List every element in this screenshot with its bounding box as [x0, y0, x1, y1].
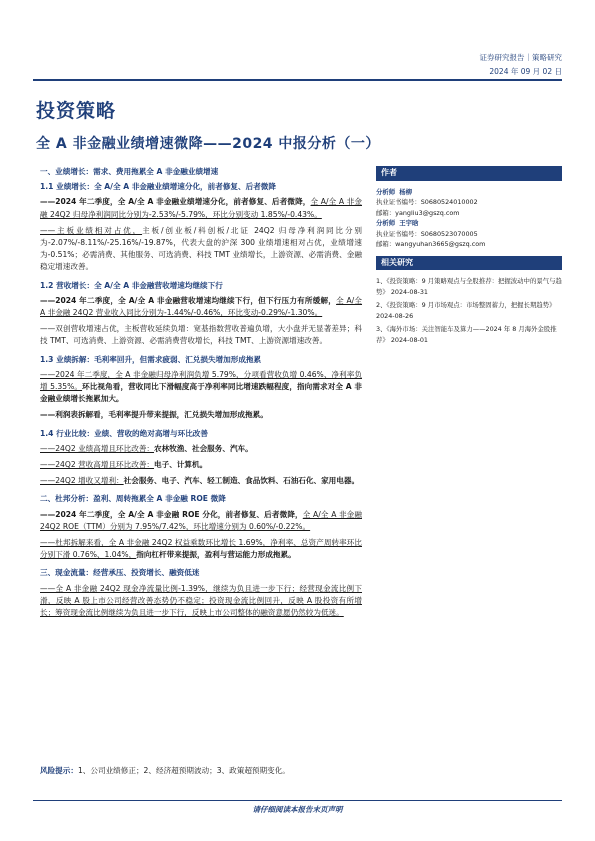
paragraph: ——杜邦拆解来看，全 A 非金融 24Q2 权益乘数环比增长 1.69%，净利率、总资产周转率环比分别下滑 0.76%、1.04%，指向杠杆带来提振，盈利与营运能力形成拖累。 — [40, 538, 362, 560]
risk-label: 风险提示： — [40, 766, 78, 775]
paragraph: ——双创营收增速占优，主板营收延续负增：宽基指数营收普遍负增，大小盘并无显著差异；科技 TMT、可选消费、上游资源、必需消费营收增长，科技 TMT、上游资源增速改善。 — [40, 324, 362, 346]
paragraph: ——2024 年二季度，全 A 非金融归母净利润负增 5.79%，分项看营收负增 0.46%、净利率负增 5.35%。环比视角看，营收同比下滑幅度高于净利率同比增速跌幅程度，指向需求对全 A 非金融业绩增长拖累加大。 — [40, 369, 362, 404]
paragraph: ——24Q2 增收又增利：社会服务、电子、汽车、轻工制造、食品饮料、石油石化、家用电器。 — [40, 476, 360, 486]
section-heading-3: 三、现金流量：经营承压、投资增长、融资低迷 — [40, 568, 200, 578]
risk-text: 1、公司业绩修正；2、经济超预期波动；3、政策超预期变化。 — [77, 766, 290, 775]
subsection-heading-1-4: 1.4 行业比较：业绩、营收的绝对高增与环比改善 — [40, 428, 208, 438]
report-header — [480, 51, 563, 79]
related-item-2[interactable]: 2、《投资策略：9 月市场观点：市场整固蓄力，把握长期趋势》 2024-08-26 — [376, 301, 556, 320]
footer-disclaimer: 请仔细阅读本报告末页声明 — [252, 805, 343, 814]
subsection-heading-1-1: 1.1 业绩增长：全 A/全 A 非金融业绩增速分化，前者修复、后者微降 — [40, 182, 276, 192]
author-1-email[interactable]: 邮箱：yangliu3@gszq.com — [376, 208, 460, 217]
paragraph: ——2024 年二季度，全 A/全 A 非金融营收增速均继续下行，但下行压力有所缓解，全 A/全 A 非金融 24Q2 营业收入同比分别为-1.44%/-0.46%，环比变动-0.29%/-1.30%。 — [40, 295, 363, 318]
paragraph: ——2024 年二季度，全 A/全 A 非金融业绩增速分化，前者修复、后者微降，全 A/全 A 非金融 24Q2 归母净利润同比分别为-2.53%/-5.79%，环比分别变动 1.85%/-0.43%。 — [40, 197, 362, 219]
sidebar — [376, 166, 562, 345]
authors-heading: 作者 — [376, 166, 562, 181]
paragraph: ——利润表拆解看，毛利率提升带来提振，汇兑损失增加形成拖累。 — [40, 410, 268, 420]
author-2: 分析师 王宇晗 — [376, 219, 419, 227]
subsection-heading-1-3: 1.3 业绩拆解：毛利率回升，但需求疲弱、汇兑损失增加形成拖累 — [40, 354, 262, 364]
report-series: 证券研究报告｜策略研究 — [479, 53, 562, 62]
author-1-cert: 执业证书编号：S0680524010002 — [376, 198, 478, 206]
risk-warning — [40, 765, 362, 776]
author-1: 分析师 杨柳 — [376, 187, 413, 196]
page-title: 全 A 非金融业绩增速微降——2024 中报分析（一） — [36, 136, 380, 152]
paragraph: ——2024 年二季度，全 A/全 A 非金融 ROE 分化，前者修复、后者微降，全 A/全 A 非金融 24Q2 ROE（TTM）分别为 7.95%/7.42%，环比增速分别为 0.60%/-0.22%。 — [40, 509, 362, 531]
report-date: 2024 年 09 月 02 日 — [489, 67, 562, 76]
footer-divider — [33, 800, 562, 801]
author-2-cert: 执业证书编号：S0680523070005 — [376, 229, 478, 238]
doc-type: 投资策略 — [36, 100, 117, 122]
header-divider — [33, 79, 562, 81]
main-content — [40, 166, 362, 619]
related-research-heading: 相关研究 — [376, 256, 562, 271]
paragraph: ——24Q2 营收高增且环比改善：电子、计算机。 — [40, 460, 208, 470]
related-item-1[interactable]: 1、《投资策略：9 月策略观点与全股推荐：把握波动中的景气与趋势》 2024-08-31 — [376, 277, 562, 296]
section-heading-2: 二、杜邦分析：盈利、周转拖累全 A 非金融 ROE 微降 — [40, 494, 226, 504]
paragraph: ——全 A 非金融 24Q2 现金净流量比例-1.39%，继续为负且进一步下行；经营现金流比例下滑，反映 A 股上市公司经营改善态势仍不稳定；投资现金流比例回升，反映 A 股投资有所增长；筹资现金流比例继续为负且进一步下行，反映上市公司整体的融资意愿仍然较为低迷。 — [40, 583, 362, 618]
related-item-3[interactable]: 3、《海外市场：关注智能车及算力——2024 年 8 月海外金股推荐》 2024-08-01 — [376, 325, 557, 344]
paragraph: ——主板业绩相对占优，主板/创业板/科创板/北证 24Q2 归母净利润同比分别为-2.07%/-8.11%/-25.16%/-19.87%，代表大盘的沪深 300 业绩增速相对占优，业绩增速为-0.51%；必需消费、其他服务、可选消费、科技 TMT 业绩增长，上游资源、必需消费、金融稳定增速改善。 — [40, 225, 362, 272]
subsection-heading-1-2: 1.2 营收增长：全 A/全 A 非金融营收增速均继续下行 — [40, 280, 223, 290]
author-2-email[interactable]: 邮箱：wangyuhan3665@gszq.com — [376, 240, 486, 248]
paragraph: ——24Q2 业绩高增且环比改善：农林牧渔、社会服务、汽车。 — [40, 443, 253, 453]
section-heading-1: 一、业绩增长：需求、费用拖累全 A 非金融业绩增速 — [40, 167, 219, 176]
